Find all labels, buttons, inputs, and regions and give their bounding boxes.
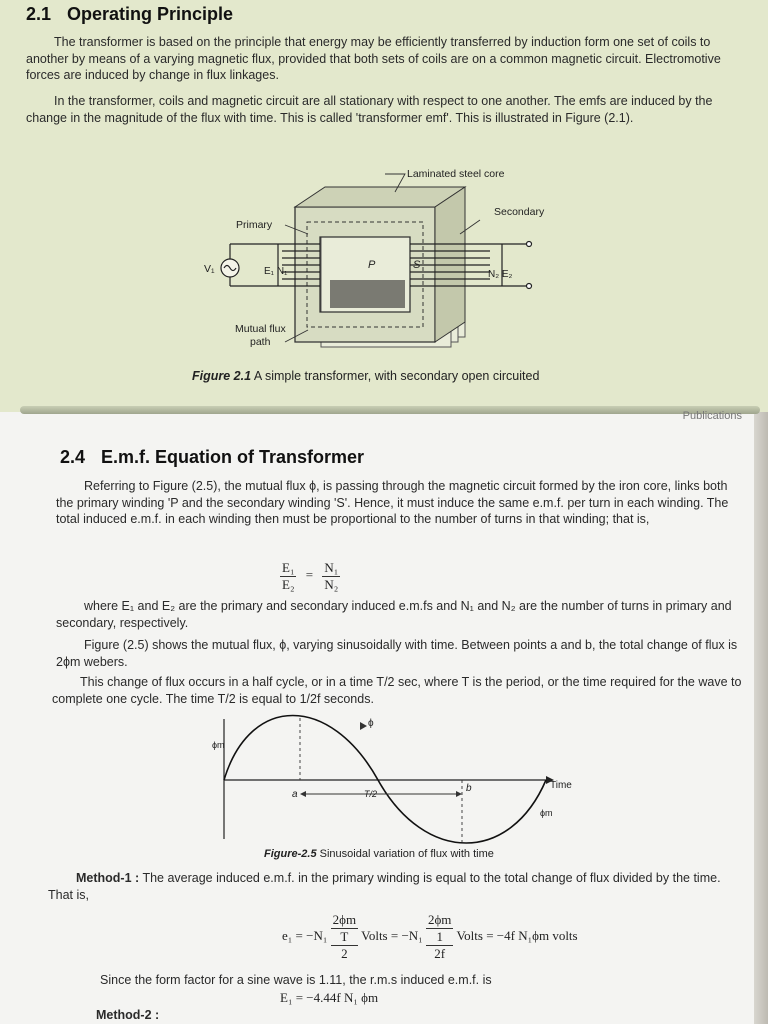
section-2-4-para-3: Figure (2.5) shows the mutual flux, ϕ, varying sinusoidally with time. Between points a and b, the total change of flux is 2ϕm webers. (56, 638, 738, 669)
section-2-4-para-1: Referring to Figure (2.5), the mutual flux ϕ, is passing through the magnetic circuit formed by the iron core, links both the primary winding 'P and the secondary winding 'S'. Hence, it must induce the same e.m.f. per turn in each winding. The total induced e.m.f. in each winding then must be proportional to the number of turns in that winding; that is, (56, 479, 729, 526)
section-2-4-para-4: This change of flux occurs in a half cycle, or in a time T/2 sec, where T is the period, or the time required for the wave to complete one cycle. The time T/2 is equal to 1/2f seconds. (52, 675, 742, 706)
eq1-lhs: e₁ = −N₁ (282, 927, 328, 943)
method-1-para (48, 870, 738, 903)
ratio-e2: E₂ (282, 577, 295, 592)
ratio-e1: E₁ (282, 560, 295, 575)
label-phim-bottom: ϕm (540, 808, 553, 818)
label-core: Laminated steel core (407, 168, 505, 180)
average-emf-equation (282, 912, 578, 962)
method-1-text: The average induced e.m.f. in the primary winding is equal to the total change of flux divided by the time. That is, (48, 871, 721, 902)
label-v1: V₁ (204, 263, 215, 275)
section-number: 2.4 (60, 447, 86, 467)
label-t2: T/2 (364, 789, 378, 799)
ratio-equals: = (305, 567, 314, 583)
section-2-4-heading (60, 447, 364, 468)
label-time: Time (550, 780, 572, 791)
ratio-n1: N₁ (324, 560, 339, 575)
label-p: P (368, 259, 376, 271)
flux-sine-chart (210, 714, 590, 844)
publisher-label: Publications (682, 410, 742, 422)
label-phi: ϕ (368, 718, 374, 729)
label-a: a (292, 789, 298, 800)
flux-curve (224, 716, 546, 844)
ratio-n2: N₂ (324, 577, 339, 592)
turns-ratio-equation (280, 560, 340, 593)
rms-emf-equation: E₁ = −4.44f N₁ ϕm (280, 990, 379, 1005)
section-2-1-para-1: The transformer is based on the principle that energy may be efficiently transferred by induction form one set of coils to another by means of a varying magnetic flux, provided that both sets of coils are on a common magnetic circuit. Electromotive forces are induced by change in flux linkages. (26, 35, 721, 82)
eq1-rhs: Volts = −4f N₁ϕm volts (456, 927, 578, 943)
method-2-label: Method-2 : (96, 1008, 160, 1022)
figure-2-5-caption (264, 848, 494, 860)
label-s: S (413, 259, 421, 271)
method-1-label: Method-1 : (76, 871, 140, 885)
figure-2-1-caption (192, 369, 539, 383)
label-n2-e2: N₂ E₂ (488, 269, 513, 280)
page-divider (20, 406, 760, 414)
section-2-1-heading (26, 4, 233, 25)
eq1-mid: Volts = −N₁ (361, 927, 423, 943)
book-edge (754, 412, 768, 1024)
label-primary: Primary (236, 219, 273, 231)
eq1-den1b: 2 (341, 946, 348, 961)
transformer-diagram (190, 162, 580, 357)
figure-2-5-caption-text: Sinusoidal variation of flux with time (319, 848, 494, 860)
section-2-4-para-2: where E₁ and E₂ are the primary and secondary induced e.m.fs and N₁ and N₂ are the number of turns in primary and secondary, respectively. (56, 599, 732, 630)
form-factor-text: Since the form factor for a sine wave is 1.11, the r.m.s induced e.m.f. is (100, 973, 492, 987)
figure-2-1-caption-label: Figure 2.1 (192, 369, 252, 383)
figure-2-1-caption-text: A simple transformer, with secondary open circuited (253, 369, 540, 383)
eq1-den1: T (331, 929, 358, 946)
axes (224, 719, 546, 839)
secondary-terminals (490, 242, 532, 289)
label-e1-n1: E₁ N₁ (264, 266, 288, 277)
section-number: 2.1 (26, 4, 52, 24)
label-path: path (250, 336, 271, 348)
label-b: b (466, 783, 472, 794)
label-secondary: Secondary (494, 206, 545, 218)
section-title: Operating Principle (67, 4, 234, 24)
eq1-den2b: 2f (434, 946, 446, 961)
eq1-den2: 1 (426, 929, 453, 946)
eq1-num1: 2ϕm (332, 912, 357, 927)
section-2-1-para-2: In the transformer, coils and magnetic circuit are all stationary with respect to one another. The emfs are induced by the change in the magnitude of the flux with time. This is called 'transformer emf'. This is illustrated in Figure (2.1). (26, 94, 713, 125)
curve-arrow-icon (360, 722, 367, 730)
label-phim-top: ϕm (212, 740, 225, 750)
section-title: E.m.f. Equation of Transformer (101, 447, 365, 467)
label-mutual-flux: Mutual flux (235, 323, 286, 335)
eq1-num2: 2ϕm (427, 912, 452, 927)
figure-2-5-caption-label: Figure-2.5 (264, 848, 317, 860)
